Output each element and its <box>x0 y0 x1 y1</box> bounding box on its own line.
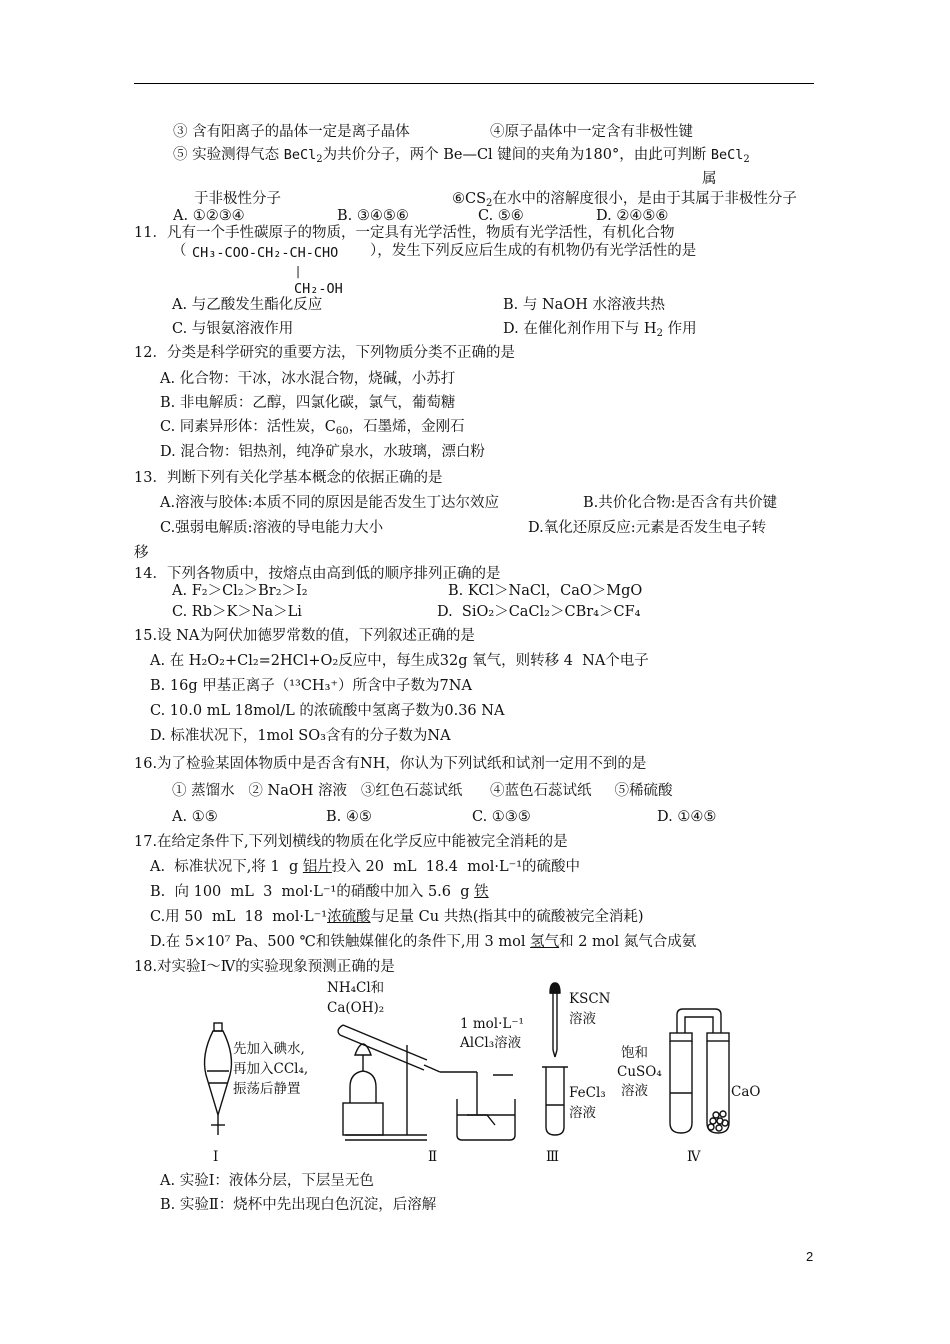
q11-option-b: B. 与 NaOH 水溶液共热 <box>503 297 665 313</box>
exp2-solution-line2: AlCl₃溶液 <box>460 1035 522 1051</box>
q15-option-b: B. 16g 甲基正离子（¹³CH₃⁺）所含中子数为7NA <box>150 678 472 694</box>
exp2-reagent-line1: NH₄Cl和 <box>327 980 385 996</box>
q18-option-a: A. 实验Ⅰ：液体分层，下层呈无色 <box>160 1173 374 1189</box>
q10-line5: ⑤ 实验测得气态 BeCl$_2$为共价分子，两个 Be—Cl 键间的夹角为180°，由此可判断 BeCl$_2$ <box>173 147 750 165</box>
exp4-left-line1: 饱和 <box>621 1045 648 1061</box>
q16-option-a: A. ①⑤ <box>172 809 218 825</box>
q17-stem: 17.在给定条件下,下列划横线的物质在化学反应中能被完全消耗的是 <box>134 834 568 850</box>
exp4-left-line2: CuSO₄ <box>617 1064 662 1080</box>
q14-option-d: D. SiO₂＞CaCl₂＞CBr₄＞CF₄ <box>437 604 641 620</box>
q12-option-a: A. 化合物：干冰，冰水混合物，烧碱，小苏打 <box>160 371 456 387</box>
q10-option-c: C. ⑤⑥ <box>478 208 524 224</box>
q12-option-c: C. 同素异形体：活性炭，$C_{60}$，石墨烯，金刚石 <box>160 419 465 437</box>
q11-stem: 11．凡有一个手性碳原子的物质，一定具有光学活性，物质有光学活性，有机化合物 <box>134 225 675 241</box>
q12-stem: 12．分类是科学研究的重要方法，下列物质分类不正确的是 <box>134 345 515 361</box>
q17-option-b: B. 向 100 mL 3 mol·L⁻¹的硝酸中加入 5.6 g 铁 <box>150 884 489 900</box>
q10-line5c: 属 <box>702 171 717 187</box>
q16-items: ① 蒸馏水 ② NaOH 溶液 ③红色石蕊试纸 ④蓝色石蕊试纸 ⑤稀硫酸 <box>172 783 673 799</box>
q13-option-d-cont: 移 <box>134 545 149 561</box>
q11-option-d: D. 在催化剂作用下与 $H_2$ 作用 <box>503 321 697 339</box>
q11-formula: CH₃-COO-CH₂-CH-CHO <box>192 245 339 261</box>
header-rule <box>134 83 814 84</box>
q11-formula-bond: | <box>296 264 301 278</box>
q16-option-d: D. ①④⑤ <box>657 809 717 825</box>
q16-option-c: C. ①③⑤ <box>472 809 531 825</box>
q14-stem: 14．下列各物质中，按熔点由高到低的顺序排列正确的是 <box>134 566 501 582</box>
exp-label-1: Ⅰ <box>213 1149 219 1165</box>
exp3-tube-line1: FeCl₃ <box>569 1085 606 1101</box>
exp3-dropper-line1: KSCN <box>569 991 611 1007</box>
q13-option-b: B.共价化合物:是否含有共价键 <box>583 495 778 511</box>
q10-option-d: D. ②④⑤⑥ <box>596 208 669 224</box>
q15-stem: 15.设 NA为阿伏加德罗常数的值，下列叙述正确的是 <box>134 628 475 644</box>
q13-option-d: D.氧化还原反应:元素是否发生电子转 <box>528 520 767 536</box>
exp3-tube-line2: 溶液 <box>569 1105 596 1121</box>
q13-option-a: A.溶液与胶体:本质不同的原因是能否发生丁达尔效应 <box>160 495 499 511</box>
q10-line4: ④原子晶体中一定含有非极性键 <box>490 124 693 140</box>
q18-option-b: B. 实验Ⅱ：烧杯中先出现白色沉淀，后溶解 <box>160 1197 437 1213</box>
q13-stem: 13．判断下列有关化学基本概念的依据正确的是 <box>134 470 443 486</box>
q10-line5d: 于非极性分子 <box>194 191 281 207</box>
dropper-test-tube-icon <box>542 983 568 1135</box>
q14-option-c: C. Rb＞K＞Na＞Li <box>172 604 302 620</box>
exp2-reagent-line2: Ca(OH)₂ <box>327 1000 385 1016</box>
page-number: 2 <box>806 1249 814 1264</box>
q10-option-a: A. ①②③④ <box>173 208 245 224</box>
exp1-text-line2: 再加入CCl₄, <box>233 1061 309 1077</box>
q14-option-a: A. F₂＞Cl₂＞Br₂＞I₂ <box>172 583 308 599</box>
q17-option-d: D.在 5×10⁷ Pa、500 ℃和铁触媒催化的条件下,用 3 mol 氢气和 2 mol 氮气合成氨 <box>150 934 697 950</box>
q15-option-c: C. 10.0 mL 18mol/L 的浓硫酸中氢离子数为0.36 NA <box>150 703 505 719</box>
q13-option-c: C.强弱电解质:溶液的导电能力大小 <box>160 520 384 536</box>
exp-label-4: Ⅳ <box>687 1149 701 1165</box>
q10-line6: $⑥CS_2$在水中的溶解度很小，是由于其属于非极性分子 <box>452 191 797 209</box>
connected-test-tubes-icon <box>670 1009 729 1133</box>
q12-option-d: D. 混合物：铝热剂，纯净矿泉水，水玻璃，漂白粉 <box>160 444 485 460</box>
q10-option-b: B. ③④⑤⑥ <box>337 208 409 224</box>
q11-formula-branch: CH₂-OH <box>294 281 343 297</box>
exp4-right-label: CaO <box>731 1084 761 1100</box>
q15-option-a: A. 在 H₂O₂+Cl₂=2HCl+O₂反应中，每生成32g 氧气，则转移 4 NA个电子 <box>150 653 649 669</box>
q11-paren-open: （ <box>172 243 187 259</box>
exp-label-3: Ⅲ <box>546 1149 560 1165</box>
exp4-left-line3: 溶液 <box>621 1083 648 1099</box>
q14-option-b: B. KCl＞NaCl，CaO＞MgO <box>448 583 643 599</box>
exp2-solution-line1: 1 mol·L⁻¹ <box>460 1016 524 1032</box>
q11-option-a: A. 与乙酸发生酯化反应 <box>172 297 323 313</box>
exp1-text-line1: 先加入碘水, <box>233 1041 305 1057</box>
q16-stem: 16.为了检验某固体物质中是否含有NH，你认为下列试纸和试剂一定用不到的是 <box>134 756 647 772</box>
exp-label-2: Ⅱ <box>428 1149 438 1165</box>
separating-funnel-icon <box>205 1023 232 1135</box>
q11-option-c: C. 与银氨溶液作用 <box>172 321 294 337</box>
q10-line3: ③ 含有阳离子的晶体一定是离子晶体 <box>173 124 410 140</box>
q16-option-b: B. ④⑤ <box>326 809 372 825</box>
exp3-dropper-line2: 溶液 <box>569 1011 596 1027</box>
q17-option-a: A. 标准状况下,将 1 g 铝片投入 20 mL 18.4 mol·L⁻¹的硫酸中 <box>150 859 581 875</box>
q18-stem: 18.对实验Ⅰ～Ⅳ的实验现象预测正确的是 <box>134 959 395 975</box>
q18-apparatus-figure <box>195 975 795 1170</box>
q17-option-c: C.用 50 mL 18 mol·L⁻¹浓硫酸与足量 Cu 共热(指其中的硫酸被完全消耗) <box>150 909 644 925</box>
exp1-text-line3: 振荡后静置 <box>233 1081 301 1097</box>
q15-option-d: D. 标准状况下，1mol SO₃含有的分子数为NA <box>150 728 451 744</box>
q12-option-b: B. 非电解质：乙醇，四氯化碳，氯气，葡萄糖 <box>160 395 456 411</box>
q11-stem-2: ），发生下列反应后生成的有机物仍有光学活性的是 <box>370 243 697 259</box>
